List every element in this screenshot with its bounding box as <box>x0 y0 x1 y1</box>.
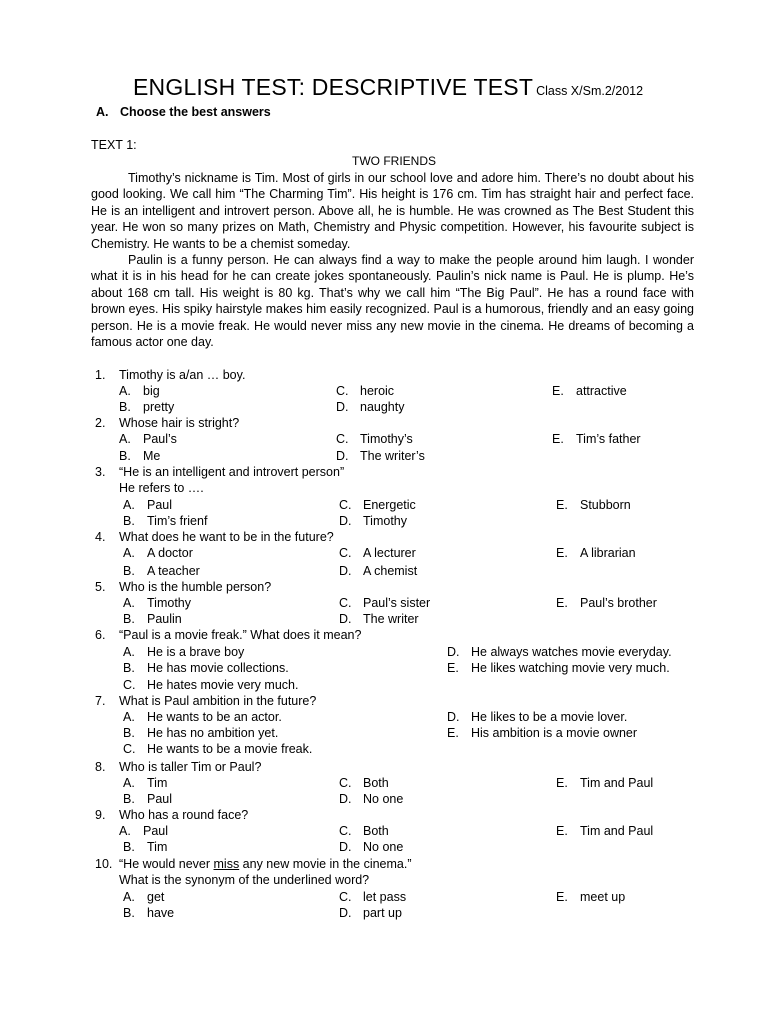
option-text: Timothy <box>363 514 407 528</box>
option-letter: C. <box>123 742 136 756</box>
option-text: He has movie collections. <box>147 661 289 675</box>
option-text: Timothy’s <box>360 432 413 446</box>
option-letter: A. <box>123 645 135 659</box>
option-text: No one <box>363 840 404 854</box>
question-number: 8. <box>95 760 106 774</box>
option-d <box>447 645 672 659</box>
option-c <box>123 742 312 756</box>
option-b <box>123 661 289 675</box>
option-letter: C. <box>339 498 352 512</box>
option-text: Tim’s frienf <box>147 514 208 528</box>
option-letter: E. <box>447 726 459 740</box>
option-e <box>447 661 670 675</box>
option-text: Both <box>363 776 389 790</box>
option-text: Tim <box>147 840 168 854</box>
option-letter: B. <box>119 449 131 463</box>
option-letter: A. <box>123 890 135 904</box>
option-e <box>556 546 636 560</box>
option-c <box>336 384 394 398</box>
option-letter: D. <box>339 840 352 854</box>
option-letter: E. <box>552 384 564 398</box>
option-text: big <box>143 384 160 398</box>
story-title: TWO FRIENDS <box>352 154 436 168</box>
option-b <box>123 840 167 854</box>
option-c <box>339 890 406 904</box>
option-text: Paul <box>147 498 173 512</box>
option-a <box>123 596 191 610</box>
question-number: 4. <box>95 530 106 544</box>
question-text: Whose hair is stright? <box>119 416 240 430</box>
option-text: let pass <box>363 890 407 904</box>
option-b <box>119 400 174 414</box>
option-text: Paul <box>147 792 173 806</box>
option-e <box>556 596 657 610</box>
option-b <box>119 449 160 463</box>
option-a <box>119 384 160 398</box>
option-letter: B. <box>123 564 135 578</box>
option-text: He always watches movie everyday. <box>471 645 672 659</box>
option-letter: E. <box>556 824 568 838</box>
option-text: He likes to be a movie lover. <box>471 710 628 724</box>
option-letter: C. <box>336 384 349 398</box>
option-a <box>119 432 177 446</box>
option-letter: A. <box>123 596 135 610</box>
question-text-2: He refers to …. <box>119 481 204 495</box>
option-d <box>339 612 419 626</box>
option-letter: A. <box>119 824 131 838</box>
option-letter: C. <box>336 432 349 446</box>
option-text: naughty <box>360 400 405 414</box>
option-text: A teacher <box>147 564 200 578</box>
option-text: No one <box>363 792 404 806</box>
option-a <box>123 890 164 904</box>
test-header <box>133 74 643 101</box>
option-c <box>336 432 413 446</box>
question-text: Timothy is a/an … boy. <box>119 368 246 382</box>
option-letter: B. <box>123 840 135 854</box>
option-a <box>119 824 168 838</box>
option-text: A doctor <box>147 546 193 560</box>
question-text: Who is the humble person? <box>119 580 272 594</box>
option-letter: D. <box>447 645 460 659</box>
section-heading <box>96 105 271 119</box>
option-c <box>339 824 389 838</box>
option-letter: D. <box>336 400 349 414</box>
option-c <box>123 678 298 692</box>
question-number: 2. <box>95 416 106 430</box>
option-text: have <box>147 906 175 920</box>
option-text: He wants to be an actor. <box>147 710 282 724</box>
option-b <box>123 564 200 578</box>
option-text: Tim <box>147 776 168 790</box>
option-a <box>123 498 172 512</box>
option-letter: D. <box>339 792 352 806</box>
option-d <box>336 400 404 414</box>
option-text: The writer <box>363 612 419 626</box>
option-letter: A. <box>119 432 131 446</box>
option-e <box>556 890 625 904</box>
option-d <box>339 906 402 920</box>
question-text: What is Paul ambition in the future? <box>119 694 317 708</box>
question-text-part: any new movie in the cinema.” <box>239 857 412 871</box>
option-text: Paul’s <box>143 432 177 446</box>
option-letter: D. <box>339 564 352 578</box>
option-letter: E. <box>556 546 568 560</box>
option-text: pretty <box>143 400 175 414</box>
option-e <box>556 776 653 790</box>
option-a <box>123 645 244 659</box>
option-letter: E. <box>447 661 459 675</box>
option-letter: C. <box>339 890 352 904</box>
option-letter: C. <box>123 678 136 692</box>
option-letter: D. <box>339 906 352 920</box>
option-text: He wants to be a movie freak. <box>147 742 313 756</box>
option-text: part up <box>363 906 402 920</box>
option-letter: A. <box>123 710 135 724</box>
question-text-2: What is the synonym of the underlined word? <box>119 873 370 887</box>
option-letter: C. <box>339 776 352 790</box>
section-label: Choose the best answers <box>120 105 271 119</box>
option-letter: D. <box>447 710 460 724</box>
option-letter: A. <box>123 498 135 512</box>
question-text: Who has a round face? <box>119 808 249 822</box>
option-c <box>339 546 416 560</box>
option-d <box>339 792 403 806</box>
question-number: 7. <box>95 694 106 708</box>
section-letter: A. <box>96 105 109 119</box>
option-text: Tim’s father <box>576 432 641 446</box>
option-text: His ambition is a movie owner <box>471 726 638 740</box>
option-b <box>123 726 278 740</box>
option-text: Paul’s brother <box>580 596 657 610</box>
option-letter: D. <box>339 514 352 528</box>
option-text: A librarian <box>580 546 636 560</box>
option-text: Me <box>143 449 161 463</box>
option-b <box>123 792 172 806</box>
option-d <box>339 514 407 528</box>
option-d <box>447 710 627 724</box>
option-e <box>556 498 631 512</box>
option-a <box>123 776 167 790</box>
option-e <box>556 824 653 838</box>
option-text: Paul’s sister <box>363 596 431 610</box>
question-text: Who is taller Tim or Paul? <box>119 760 262 774</box>
option-b <box>123 906 174 920</box>
test-title: ENGLISH TEST: DESCRIPTIVE TEST <box>133 74 534 100</box>
option-a <box>123 710 282 724</box>
option-text: The writer’s <box>360 449 425 463</box>
option-d <box>339 840 403 854</box>
question-number: 9. <box>95 808 106 822</box>
option-e <box>552 432 641 446</box>
option-text: Tim and Paul <box>580 776 654 790</box>
question-number: 5. <box>95 580 106 594</box>
option-text: Timothy <box>147 596 191 610</box>
option-text: Paul <box>143 824 169 838</box>
question-number: 6. <box>95 628 106 642</box>
option-text: get <box>147 890 165 904</box>
option-text: Tim and Paul <box>580 824 654 838</box>
option-e <box>447 726 637 740</box>
option-c <box>339 776 389 790</box>
option-d <box>336 449 425 463</box>
story-paragraph-2 <box>91 252 694 350</box>
paragraph-text: Timothy’s nickname is Tim. Most of girls in our school love and adore him. There’s no doubt about his good looking. We call him “The Charming Tim”. His height is 176 cm. Tim has straight hair and perfect face. He is an intelligent and introvert person. Above all, he is humble. He was crowned as The Best Student this year. He won so many prizes on Math, Chemistry and Physic competition. However, his favourite subject is Chemistry. He wants to be a chemist someday. <box>91 171 694 251</box>
option-letter: C. <box>339 596 352 610</box>
option-text: He likes watching movie very much. <box>471 661 670 675</box>
option-letter: E. <box>552 432 564 446</box>
question-text: “Paul is a movie freak.” What does it mean? <box>119 628 362 642</box>
question-text-part: “He would never <box>119 857 214 871</box>
option-b <box>123 514 207 528</box>
option-text: Paulin <box>147 612 182 626</box>
story-paragraph-1 <box>91 170 694 252</box>
question-text: What does he want to be in the future? <box>119 530 334 544</box>
option-text: He is a brave boy <box>147 645 245 659</box>
option-letter: B. <box>123 906 135 920</box>
option-text: heroic <box>360 384 395 398</box>
question-text: “He is an intelligent and introvert person” <box>119 465 345 479</box>
option-text: He has no ambition yet. <box>147 726 279 740</box>
option-letter: A. <box>123 546 135 560</box>
option-letter: E. <box>556 890 568 904</box>
option-letter: D. <box>336 449 349 463</box>
question-text <box>119 857 412 871</box>
option-text: A chemist <box>363 564 418 578</box>
question-number: 1. <box>95 368 106 382</box>
option-text: Energetic <box>363 498 416 512</box>
option-text: meet up <box>580 890 626 904</box>
text-label: TEXT 1: <box>91 138 137 152</box>
class-info: Class X/Sm.2/2012 <box>536 84 644 98</box>
option-letter: C. <box>339 546 352 560</box>
option-letter: B. <box>123 661 135 675</box>
underlined-word: miss <box>213 857 240 871</box>
option-a <box>123 546 193 560</box>
option-e <box>552 384 627 398</box>
option-letter: E. <box>556 596 568 610</box>
option-letter: B. <box>123 792 135 806</box>
option-letter: E. <box>556 776 568 790</box>
option-letter: A. <box>123 776 135 790</box>
option-letter: C. <box>339 824 352 838</box>
option-text: Stubborn <box>580 498 631 512</box>
option-c <box>339 596 430 610</box>
option-text: Both <box>363 824 389 838</box>
option-b <box>123 612 182 626</box>
option-text: A lecturer <box>363 546 416 560</box>
option-d <box>339 564 417 578</box>
option-letter: A. <box>119 384 131 398</box>
option-c <box>339 498 416 512</box>
option-text: attractive <box>576 384 627 398</box>
option-letter: B. <box>123 726 135 740</box>
option-letter: B. <box>123 514 135 528</box>
option-letter: B. <box>123 612 135 626</box>
question-number: 3. <box>95 465 106 479</box>
option-letter: B. <box>119 400 131 414</box>
option-letter: D. <box>339 612 352 626</box>
option-text: He hates movie very much. <box>147 678 299 692</box>
paragraph-text: Paulin is a funny person. He can always find a way to make the people around him laugh. I wonder what it is in his head for he can create jokes spontaneously. Paulin’s nick name is Paul. He is plump. He’s about 168 cm tall. His weight is 80 kg. That’s why we call him “The Big Paul”. He has a round face with brown eyes. His spiky hairstyle makes him easily recognized. Paul is a humorous, friendly and an easy going person. He is a movie freak. He would never miss any new movie in the cinema. He dreams of becoming a famous actor one day. <box>91 253 694 350</box>
option-letter: E. <box>556 498 568 512</box>
question-number: 10. <box>95 857 113 871</box>
